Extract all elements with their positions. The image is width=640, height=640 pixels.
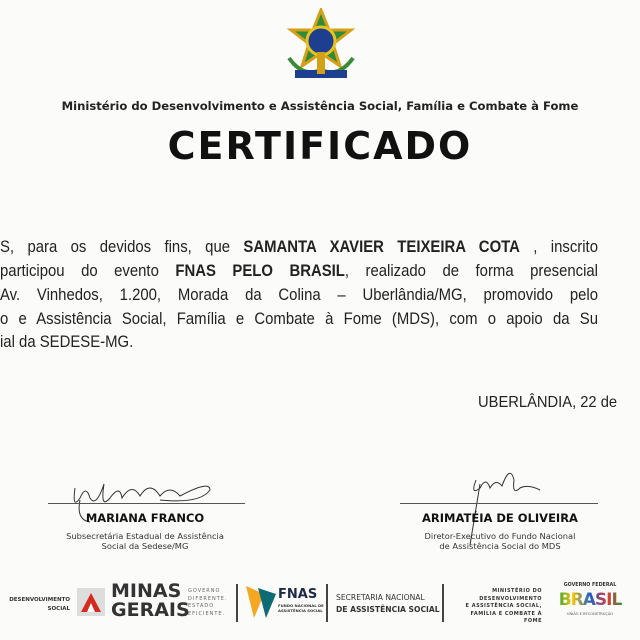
fnas-wordmark: FNAS xyxy=(278,587,318,602)
text: DESENVOLVIMENTO xyxy=(479,595,542,602)
text: SOCIAL xyxy=(47,606,70,612)
body-line-1 xyxy=(0,238,598,257)
ministry-name: Ministério do Desenvolvimento e Assistência Social, Família e Combate à Fome xyxy=(61,99,579,113)
text: DESENVOLVIMENTO xyxy=(9,597,70,603)
coat-of-arms-emblem xyxy=(283,8,359,86)
role-line: Subsecretária Estadual de Assistência xyxy=(66,531,224,541)
desenvolvimento-social-label xyxy=(8,596,70,614)
role-line: de Assistência Social do MDS xyxy=(439,541,561,551)
signer-role xyxy=(45,531,245,551)
body-line-2 xyxy=(0,262,598,281)
text: FAMÍLIA E COMBATE À FOME xyxy=(470,610,542,624)
fnas-subtitle xyxy=(278,603,324,613)
text: , inscrito xyxy=(533,238,598,256)
text: GOVERNO xyxy=(188,588,221,594)
text: FUNDO NACIONAL DE xyxy=(278,603,324,608)
role-line: Social da Sedese/MG xyxy=(101,541,189,551)
text: SECRETARIA NACIONAL xyxy=(336,593,425,602)
brasil-wordmark: BRASIL xyxy=(555,590,625,610)
text: , realizado de forma presencial xyxy=(344,262,598,280)
minas-gerais-logo-icon xyxy=(77,588,105,616)
body-line-3: Av. Vinhedos, 1.200, Morada da Colina – Uberlândia/MG, promovido pelo xyxy=(0,286,598,304)
signer-name: MARIANA FRANCO xyxy=(85,511,205,525)
divider xyxy=(442,584,444,622)
fnas-logo-icon xyxy=(246,584,276,620)
text: GERAIS xyxy=(111,599,190,621)
text: MINISTÉRIO DO xyxy=(492,588,542,594)
text: DIFERENTE. xyxy=(188,595,228,602)
role-line: Diretor-Executivo do Fundo Nacional xyxy=(424,531,576,541)
governo-federal-label: GOVERNO FEDERAL xyxy=(563,583,617,588)
text: participou do evento xyxy=(0,262,159,280)
body-line-4: o e Assistência Social, Família e Combate à Fome (MDS), com o apoio da Su xyxy=(0,310,598,328)
governo-slogan xyxy=(188,588,228,618)
certificate-title: CERTIFICADO xyxy=(167,124,473,168)
text: E ASSISTÊNCIA SOCIAL, xyxy=(465,603,542,609)
text: ASSISTÊNCIA SOCIAL xyxy=(278,608,323,613)
divider xyxy=(236,584,238,622)
signature-line xyxy=(48,503,245,504)
participant-name: SAMANTA XAVIER TEIXEIRA COTA xyxy=(243,238,520,256)
signer-name: ARIMATÉIA DE OLIVEIRA xyxy=(422,511,578,525)
text: ESTADO xyxy=(188,603,215,609)
secretaria-nacional-label xyxy=(336,592,440,616)
text: S, para os devidos fins, que xyxy=(0,238,231,256)
minas-gerais-wordmark xyxy=(111,582,190,620)
signature-line xyxy=(400,503,598,504)
event-name: FNAS PELO BRASIL xyxy=(175,262,345,280)
date-location: UBERLÂNDIA, 22 de xyxy=(478,394,618,411)
divider xyxy=(326,584,328,622)
signer-role xyxy=(400,531,600,551)
uniao-reconstrucao-label: UNIÃO E RECONSTRUÇÃO xyxy=(566,612,614,616)
mds-label xyxy=(452,588,542,626)
body-line-5: ial da SEDESE-MG. xyxy=(0,333,134,351)
text: DE ASSISTÊNCIA SOCIAL xyxy=(336,605,440,614)
text: EFICIENTE. xyxy=(188,610,226,617)
text: MINAS xyxy=(111,580,182,602)
